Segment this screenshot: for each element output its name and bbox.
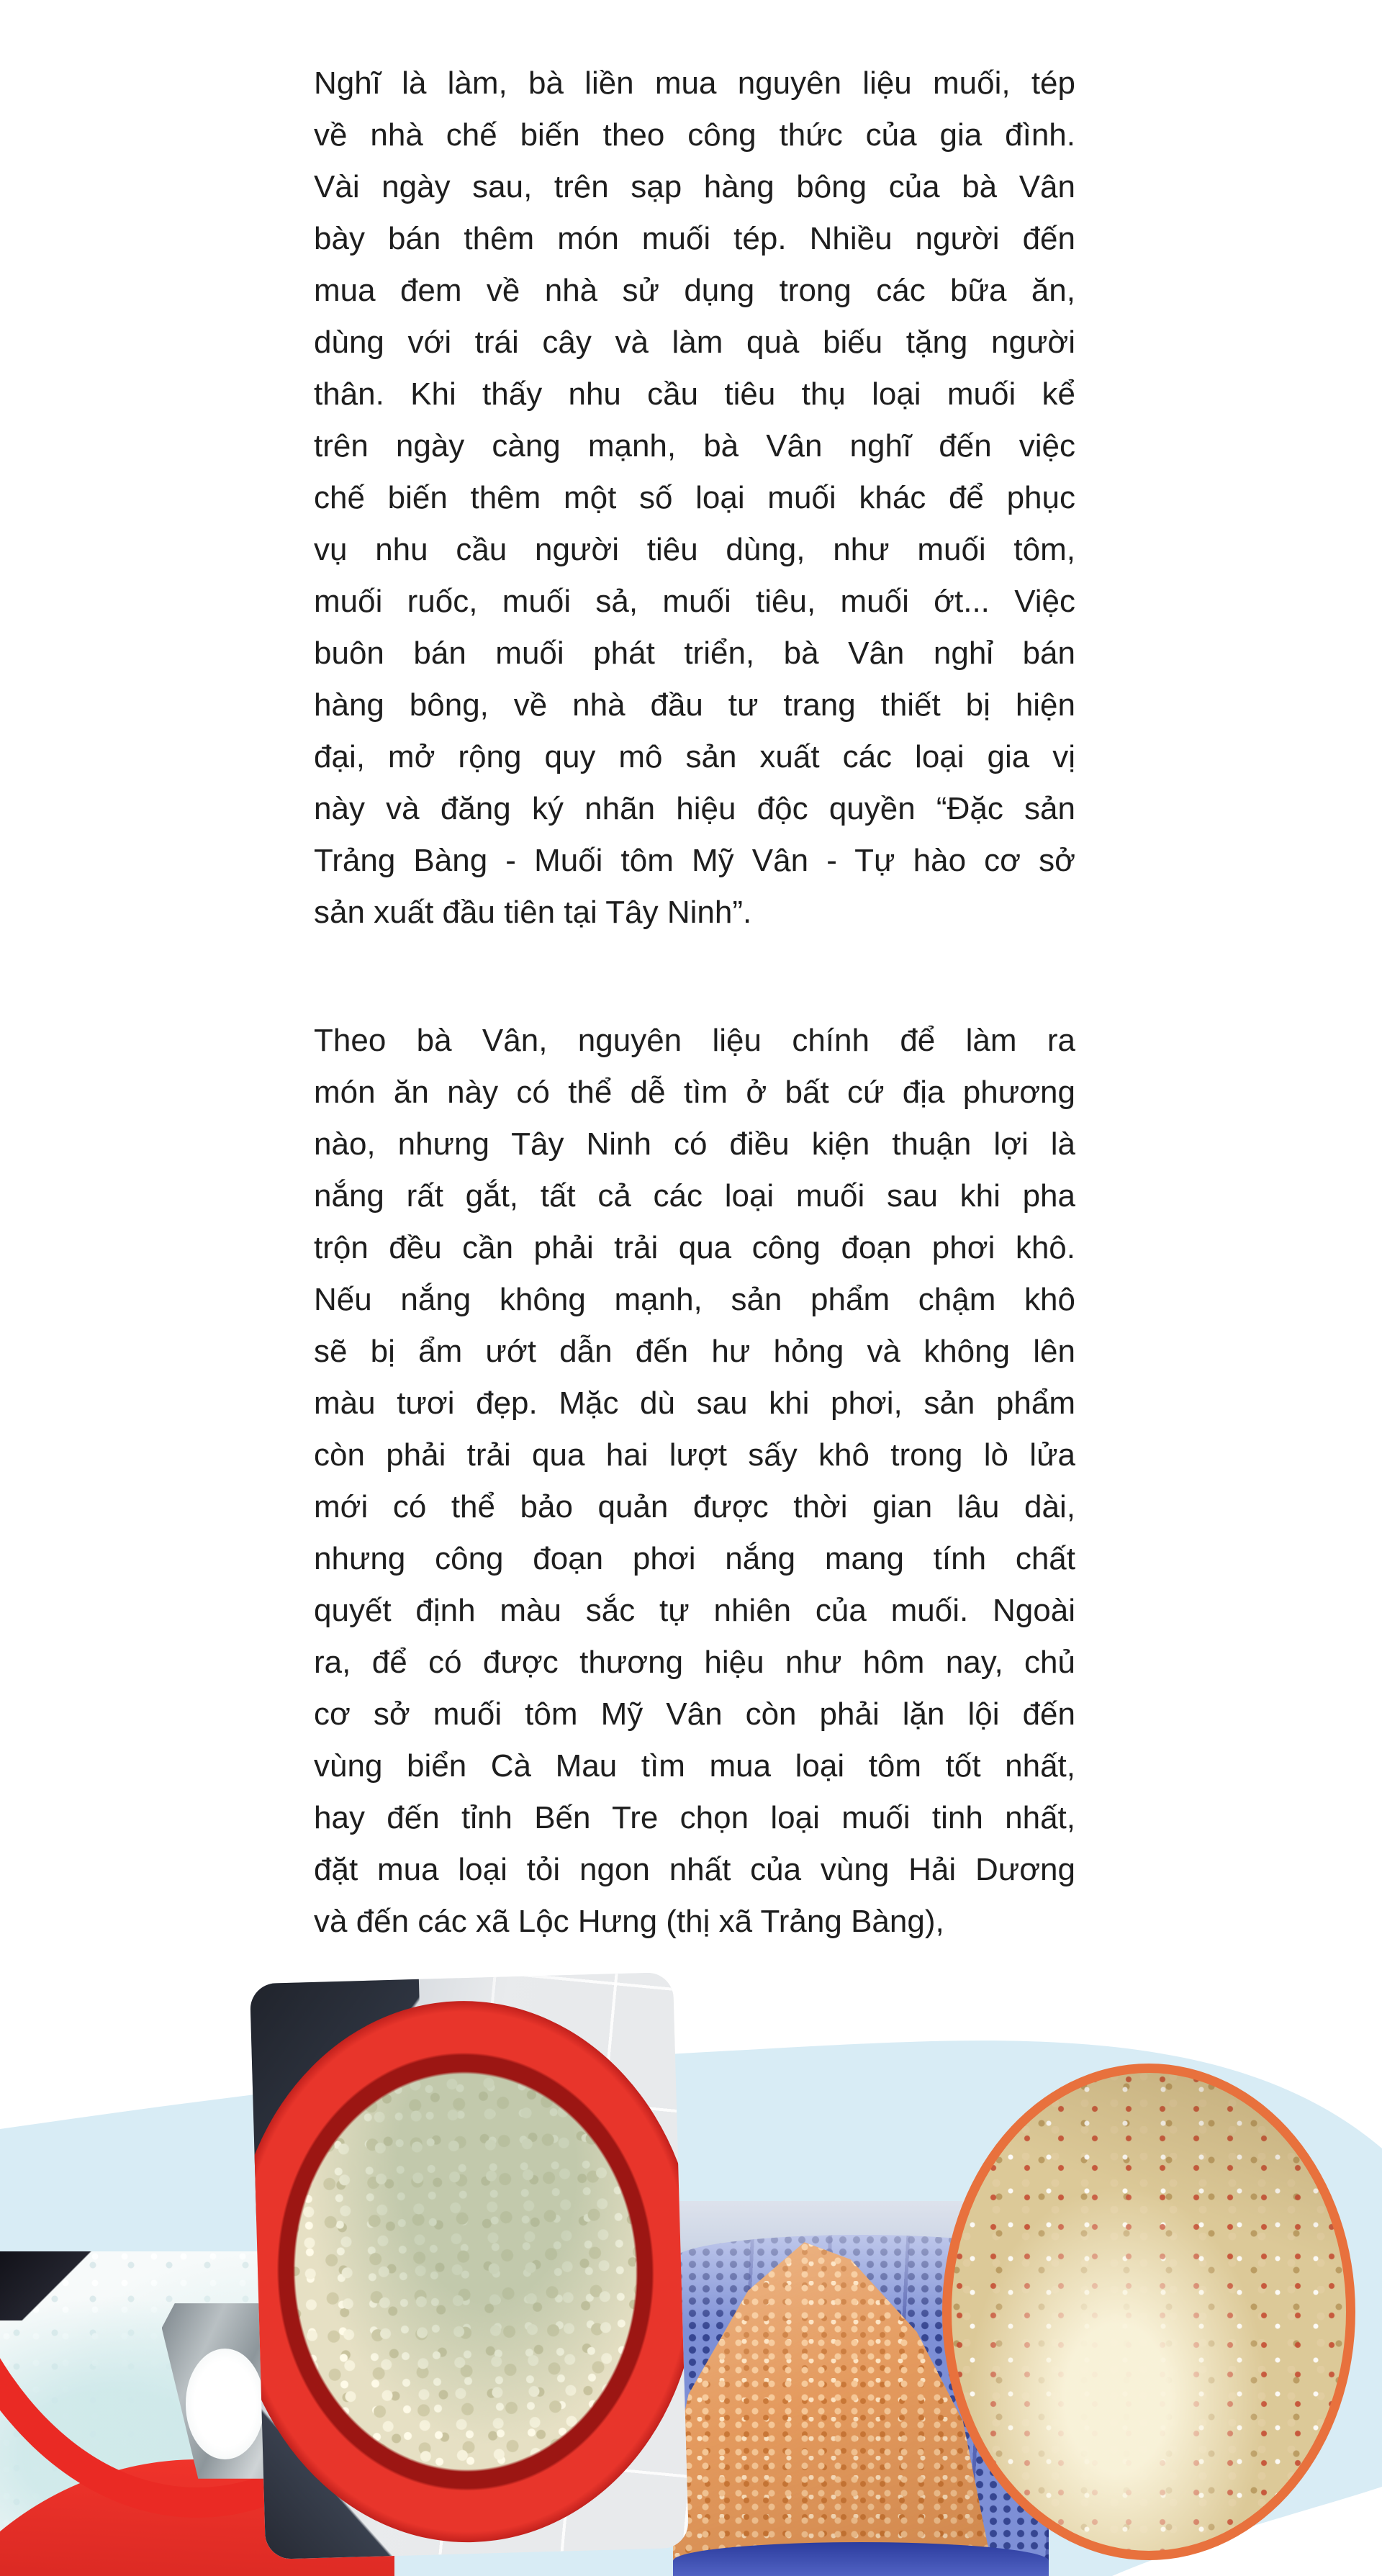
text-line: cơ sở muối tôm Mỹ Vân còn phải lặn lội đến — [314, 1696, 1075, 1732]
text-line: chế biến thêm một số loại muối khác để phục — [314, 480, 1075, 515]
text-line: hàng bông, về nhà đầu tư trang thiết bị hiện — [314, 687, 1075, 723]
text-line: Nếu nắng không mạnh, sản phẩm chậm khô — [314, 1282, 1075, 1317]
text-line: này và đăng ký nhãn hiệu độc quyền “Đặc sản — [314, 791, 1075, 826]
text-line: vùng biển Cà Mau tìm mua loại tôm tốt nhất, — [314, 1748, 1075, 1784]
paragraph — [314, 1015, 1075, 1948]
text-line: và đến các xã Lộc Hưng (thị xã Trảng Bàng), — [314, 1904, 944, 1939]
text-line: nhưng công đoạn phơi nắng mang tính chất — [314, 1541, 1075, 1576]
basket-bottom-rim — [673, 2542, 1049, 2576]
text-line: bày bán thêm món muối tép. Nhiều người đến — [314, 221, 1075, 256]
text-line: đặt mua loại tỏi ngon nhất của vùng Hải Dương — [314, 1852, 1075, 1887]
text-line: muối ruốc, muối sả, muối tiêu, muối ớt... Việc — [314, 584, 1075, 619]
text-line: Theo bà Vân, nguyên liệu chính để làm ra — [314, 1023, 1075, 1058]
photo-shrimp-salt-powder-circle — [942, 2064, 1355, 2560]
text-line: buôn bán muối phát triển, bà Vân nghỉ bán — [314, 636, 1075, 671]
text-line: quyết định màu sắc tự nhiên của muối. Ngoài — [314, 1593, 1075, 1628]
text-line: đại, mở rộng quy mô sản xuất các loại gia vị — [314, 739, 1075, 774]
text-line: màu tươi đẹp. Mặc dù sau khi phơi, sản phẩm — [314, 1386, 1075, 1421]
metal-scoop-salt — [186, 2349, 265, 2459]
text-line: thân. Khi thấy nhu cầu tiêu thụ loại muối kể — [314, 376, 1075, 412]
text-line: về nhà chế biến theo công thức của gia đình. — [314, 117, 1075, 153]
text-line: món ăn này có thể dễ tìm ở bất cứ địa phương — [314, 1075, 1075, 1110]
text-line: Trảng Bàng - Muối tôm Mỹ Vân - Tự hào cơ sở — [314, 843, 1075, 878]
text-line: còn phải trải qua hai lượt sấy khô trong lò lửa — [314, 1437, 1075, 1473]
text-line: Nghĩ là làm, bà liền mua nguyên liệu muối, tép — [314, 65, 1075, 101]
text-line: nắng rất gắt, tất cả các loại muối sau khi pha — [314, 1178, 1075, 1214]
article-body — [314, 58, 1075, 1948]
text-line: sẽ bị ẩm ướt dẫn đến hư hỏng và không lên — [314, 1334, 1075, 1369]
salt-photo-dark-corner — [0, 2251, 95, 2320]
text-line: Vài ngày sau, trên sạp hàng bông của bà Vân — [314, 169, 1075, 204]
text-line: hay đến tỉnh Bến Tre chọn loại muối tinh nhất, — [314, 1800, 1075, 1835]
text-line: mới có thể bảo quản được thời gian lâu dài, — [314, 1489, 1075, 1524]
text-line: dùng với trái cây và làm quà biếu tặng người — [314, 325, 1075, 360]
text-line: vụ nhu cầu người tiêu dùng, như muối tôm, — [314, 532, 1075, 567]
text-line: mua đem về nhà sử dụng trong các bữa ăn, — [314, 273, 1075, 308]
text-line: nào, nhưng Tây Ninh có điều kiện thuận lợi là — [314, 1126, 1075, 1162]
photo-garlic-red-bucket — [250, 1972, 689, 2559]
text-line: sản xuất đầu tiên tại Tây Ninh”. — [314, 895, 752, 930]
text-line: trên ngày càng mạnh, bà Vân nghĩ đến việc — [314, 428, 1075, 464]
text-line: trộn đều cần phải trải qua công đoạn phơi khô. — [314, 1230, 1075, 1265]
text-line: ra, để có được thương hiệu như hôm nay, chủ — [314, 1645, 1075, 1680]
red-bucket-rim — [250, 1994, 689, 2549]
paragraph — [314, 58, 1075, 939]
